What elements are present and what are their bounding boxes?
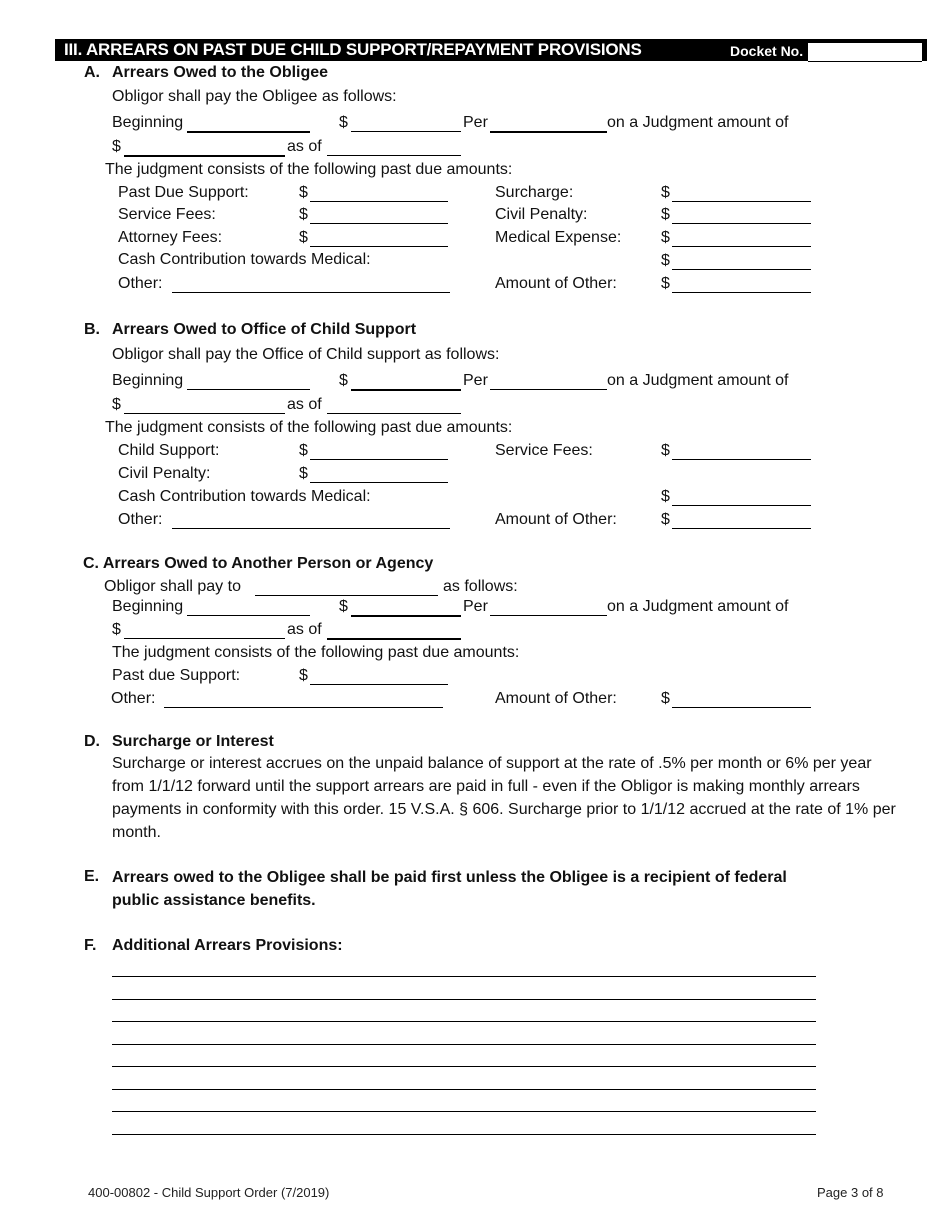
b-civil-penalty-field[interactable] xyxy=(310,482,448,483)
footer-form-id: 400-00802 - Child Support Order (7/2019) xyxy=(88,1185,330,1200)
a-cash-contribution-dollar: $ xyxy=(661,252,670,269)
section-d-letter: D. xyxy=(84,733,100,750)
a-past-due-support-label: Past Due Support: xyxy=(118,184,249,201)
a-past-due-support-field[interactable] xyxy=(310,201,448,202)
additional-provisions-line[interactable] xyxy=(112,1089,816,1090)
a-past-due-support-dollar: $ xyxy=(299,184,308,201)
c-other-field[interactable] xyxy=(164,707,443,708)
section-f-letter: F. xyxy=(84,937,97,954)
b-amount-of-other-dollar: $ xyxy=(661,511,670,528)
b-consists-text: The judgment consists of the following past due amounts: xyxy=(105,419,513,436)
a-consists-text: The judgment consists of the following past due amounts: xyxy=(105,161,513,178)
b-judgment-amount-field[interactable] xyxy=(124,413,285,414)
c-past-due-support-dollar: $ xyxy=(299,667,308,684)
a-medical-expense-dollar: $ xyxy=(661,229,670,246)
c-intro-pre: Obligor shall pay to xyxy=(104,578,241,595)
b-civil-penalty-label: Civil Penalty: xyxy=(118,465,211,482)
a-attorney-fees-field[interactable] xyxy=(310,246,448,247)
a-amount-of-other-label: Amount of Other: xyxy=(495,275,617,292)
b-civil-penalty-dollar: $ xyxy=(299,465,308,482)
section-d-heading: Surcharge or Interest xyxy=(112,733,274,750)
section-title: III. ARREARS ON PAST DUE CHILD SUPPORT/REPAYMENT PROVISIONS xyxy=(64,40,642,59)
a-civil-penalty-label: Civil Penalty: xyxy=(495,206,588,223)
a-amount-of-other-field[interactable] xyxy=(672,292,811,293)
b-per-label: Per xyxy=(463,372,488,389)
c-payee-field[interactable] xyxy=(255,595,438,596)
b-service-fees-label: Service Fees: xyxy=(495,442,593,459)
c-other-label: Other: xyxy=(111,690,156,707)
b-amount-of-other-label: Amount of Other: xyxy=(495,511,617,528)
b-amount-of-other-field[interactable] xyxy=(672,528,811,529)
b-child-support-label: Child Support: xyxy=(118,442,220,459)
docket-label: Docket No. xyxy=(730,43,804,59)
a-as-of-label: as of xyxy=(287,138,322,155)
c-amount-of-other-dollar: $ xyxy=(661,690,670,707)
b-beginning-field[interactable] xyxy=(187,389,310,390)
a-civil-penalty-dollar: $ xyxy=(661,206,670,223)
section-c-heading: C. Arrears Owed to Another Person or Agency xyxy=(83,555,434,572)
section-d-body: Surcharge or interest accrues on the unpaid balance of support at the rate of .5% per month or 6% per year from 1/1/12 forward until the support arrears are paid in full - even if the Obligor is making monthly arrears payments in conformity with this order. 15 V.S.A. § 606. Surcharge prior to 1/1/12 accrued at the rate of 1% per month. xyxy=(112,755,896,841)
additional-provisions-line[interactable] xyxy=(112,1066,816,1067)
b-as-of-label: as of xyxy=(287,396,322,413)
c-installment-dollar: $ xyxy=(339,598,348,615)
a-cash-contribution-label: Cash Contribution towards Medical: xyxy=(118,251,371,268)
c-beginning-label: Beginning xyxy=(112,598,184,615)
b-child-support-field[interactable] xyxy=(310,459,448,460)
a-per-label: Per xyxy=(463,114,488,131)
a-as-of-field[interactable] xyxy=(327,155,461,156)
b-cash-contribution-dollar: $ xyxy=(661,488,670,505)
section-e-letter: E. xyxy=(84,868,100,885)
a-judgment-amount-field[interactable] xyxy=(124,155,285,157)
section-b-letter: B. xyxy=(84,321,100,338)
c-as-of-label: as of xyxy=(287,621,322,638)
b-judgment-dollar: $ xyxy=(112,396,121,413)
section-a-heading: Arrears Owed to the Obligee xyxy=(112,64,329,81)
additional-provisions-line[interactable] xyxy=(112,976,816,977)
b-as-of-field[interactable] xyxy=(327,413,461,414)
section-header-bar xyxy=(55,39,927,61)
c-amount-of-other-field[interactable] xyxy=(672,707,811,708)
b-service-fees-field[interactable] xyxy=(672,459,811,460)
b-judgment-label: on a Judgment amount of xyxy=(607,372,789,389)
b-other-field[interactable] xyxy=(172,528,450,529)
c-per-label: Per xyxy=(463,598,488,615)
a-amount-of-other-dollar: $ xyxy=(661,275,670,292)
a-beginning-field[interactable] xyxy=(187,131,310,133)
b-per-field[interactable] xyxy=(490,389,607,390)
a-surcharge-dollar: $ xyxy=(661,184,670,201)
a-attorney-fees-dollar: $ xyxy=(299,229,308,246)
a-installment-dollar: $ xyxy=(339,114,348,131)
a-service-fees-label: Service Fees: xyxy=(118,206,216,223)
additional-provisions-line[interactable] xyxy=(112,1134,816,1135)
footer-page-number: Page 3 of 8 xyxy=(817,1185,884,1200)
b-cash-contribution-field[interactable] xyxy=(672,505,811,506)
a-judgment-label: on a Judgment amount of xyxy=(607,114,789,131)
a-civil-penalty-field[interactable] xyxy=(672,223,811,224)
a-cash-contribution-field[interactable] xyxy=(672,269,811,270)
c-amount-of-other-label: Amount of Other: xyxy=(495,690,617,707)
docket-number-field[interactable] xyxy=(808,43,922,62)
a-other-label: Other: xyxy=(118,275,163,292)
b-installment-amount-field[interactable] xyxy=(351,389,461,391)
a-surcharge-field[interactable] xyxy=(672,201,811,202)
a-surcharge-label: Surcharge: xyxy=(495,184,574,201)
additional-provisions-line[interactable] xyxy=(112,1021,816,1022)
c-judgment-dollar: $ xyxy=(112,621,121,638)
c-installment-amount-field[interactable] xyxy=(351,615,461,617)
b-installment-dollar: $ xyxy=(339,372,348,389)
a-beginning-label: Beginning xyxy=(112,114,184,131)
section-a-intro: Obligor shall pay the Obligee as follows: xyxy=(112,88,397,105)
c-consists-text: The judgment consists of the following past due amounts: xyxy=(112,644,520,661)
a-service-fees-field[interactable] xyxy=(310,223,448,224)
b-child-support-dollar: $ xyxy=(299,442,308,459)
a-installment-amount-field[interactable] xyxy=(351,131,461,132)
c-as-of-field[interactable] xyxy=(327,638,461,640)
c-intro-post: as follows: xyxy=(443,578,518,595)
a-medical-expense-label: Medical Expense: xyxy=(495,229,622,246)
c-judgment-amount-field[interactable] xyxy=(124,638,285,639)
a-attorney-fees-label: Attorney Fees: xyxy=(118,229,223,246)
b-other-label: Other: xyxy=(118,511,163,528)
a-judgment-dollar: $ xyxy=(112,138,121,155)
section-b-heading: Arrears Owed to Office of Child Support xyxy=(112,321,417,338)
section-f-heading: Additional Arrears Provisions: xyxy=(112,937,343,954)
b-service-fees-dollar: $ xyxy=(661,442,670,459)
section-a-letter: A. xyxy=(84,64,100,81)
a-service-fees-dollar: $ xyxy=(299,206,308,223)
c-judgment-label: on a Judgment amount of xyxy=(607,598,789,615)
b-beginning-label: Beginning xyxy=(112,372,184,389)
a-per-field[interactable] xyxy=(490,131,607,133)
section-b-intro: Obligor shall pay the Office of Child support as follows: xyxy=(112,346,500,363)
a-other-field[interactable] xyxy=(172,292,450,293)
c-past-due-support-field[interactable] xyxy=(310,684,448,685)
additional-provisions-line[interactable] xyxy=(112,1111,816,1112)
additional-provisions-line[interactable] xyxy=(112,1044,816,1045)
c-per-field[interactable] xyxy=(490,615,607,616)
section-e-body: Arrears owed to the Obligee shall be paid first unless the Obligee is a recipient of federal public assistance benefits. xyxy=(112,869,787,909)
c-past-due-support-label: Past due Support: xyxy=(112,667,241,684)
b-cash-contribution-label: Cash Contribution towards Medical: xyxy=(118,488,371,505)
additional-provisions-line[interactable] xyxy=(112,999,816,1000)
a-medical-expense-field[interactable] xyxy=(672,246,811,247)
c-beginning-field[interactable] xyxy=(187,615,310,616)
